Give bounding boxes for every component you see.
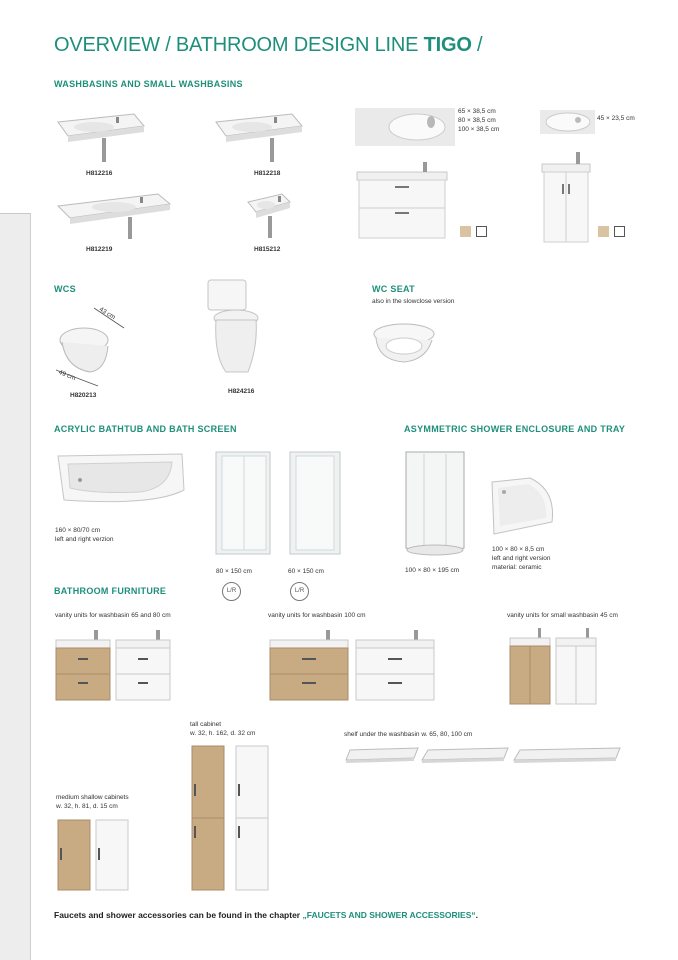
swatch-oak [460,226,471,237]
vanity-units-100-image [268,628,438,704]
wc-seat-image [370,320,442,364]
size-label: 100 × 38,5 cm [458,126,500,133]
tray-version: left and right version [492,555,551,562]
product-code: H815212 [254,246,281,253]
vanity-units-65-80-image [54,628,174,704]
bathtub-size: 160 × 80/70 cm [55,527,100,534]
section-heading-shower: ASYMMETRIC SHOWER ENCLOSURE AND TRAY [404,424,626,434]
washbasin-image-h812219 [54,190,174,240]
medium-cabinet-title: medium shallow cabinets [56,794,129,801]
washbasin-image-h812216 [54,108,146,166]
left-right-icon: L/R [290,582,309,601]
product-code: H812218 [254,170,281,177]
enclosure-size: 100 × 80 × 195 cm [405,567,460,574]
washbasin-top-image [355,108,455,146]
page-edge-strip [0,213,31,960]
left-right-icon: L/R [222,582,241,601]
medium-cabinets-image [56,818,132,892]
screen-size: 80 × 150 cm [216,568,252,575]
vanity-units-45-image [508,626,600,706]
shelves-image [344,744,624,764]
shelf-caption: shelf under the washbasin w. 65, 80, 100 cm [344,731,473,738]
shower-tray-image [490,476,556,538]
size-label: 65 × 38,5 cm [458,108,496,115]
footer-note: Faucets and shower accessories can be found in the chapter „FAUCETS AND SHOWER ACCESSORIES“. [54,910,479,920]
shower-enclosure-image [402,450,468,558]
vanity-100-caption: vanity units for washbasin 100 cm [268,612,366,619]
tray-material: material: ceramic [492,564,542,571]
section-heading-washbasins: WASHBASINS AND SMALL WASHBASINS [54,79,243,89]
bathtub-version: left and right verzion [55,536,114,543]
product-code: H820213 [70,392,97,399]
section-heading-bathtub: ACRYLIC BATHTUB AND BATH SCREEN [54,424,237,434]
bath-screen-60-image [288,450,342,556]
product-code: H812219 [86,246,113,253]
vanity-washbasin-image [355,160,450,240]
washbasin-image-h815212 [244,188,294,242]
small-washbasin-top-image [540,110,595,134]
wc-seat-note: also in the slowclose version [372,298,455,305]
bath-screen-80-image [214,450,272,556]
dimension-label: 43 cm [97,305,117,322]
swatch-white [476,226,487,237]
floor-standing-wc-image [204,276,264,384]
dimension-label: 49 cm [57,368,77,383]
tray-size: 100 × 80 × 8,5 cm [492,546,545,553]
medium-cabinet-dims: w. 32, h. 81, d. 15 cm [56,803,118,810]
tall-cabinet-title: tall cabinet [190,721,222,728]
section-heading-furniture: BATHROOM FURNITURE [54,586,167,596]
washbasin-image-h812218 [212,108,304,166]
swatch-white [614,226,625,237]
tall-cabinet-dims: w. 32, h. 162, d. 32 cm [190,730,256,737]
small-vanity-image [540,150,592,245]
product-code: H824216 [228,388,255,395]
product-code: H812216 [86,170,113,177]
swatch-oak [598,226,609,237]
size-label: 45 × 23,5 cm [597,115,635,122]
page-title: OVERVIEW / BATHROOM DESIGN LINE TIGO / [54,34,483,56]
bathtub-image [54,450,188,510]
chapter-reference: „FAUCETS AND SHOWER ACCESSORIES“ [302,910,476,920]
size-label: 80 × 38,5 cm [458,117,496,124]
vanity-65-80-caption: vanity units for washbasin 65 and 80 cm [55,612,171,619]
screen-size: 60 × 150 cm [288,568,324,575]
tall-cabinets-image [190,744,274,892]
vanity-45-caption: vanity units for small washbasin 45 cm [507,612,618,619]
section-heading-wc-seat: WC SEAT [372,284,415,294]
section-heading-wcs: WCS [54,284,76,294]
